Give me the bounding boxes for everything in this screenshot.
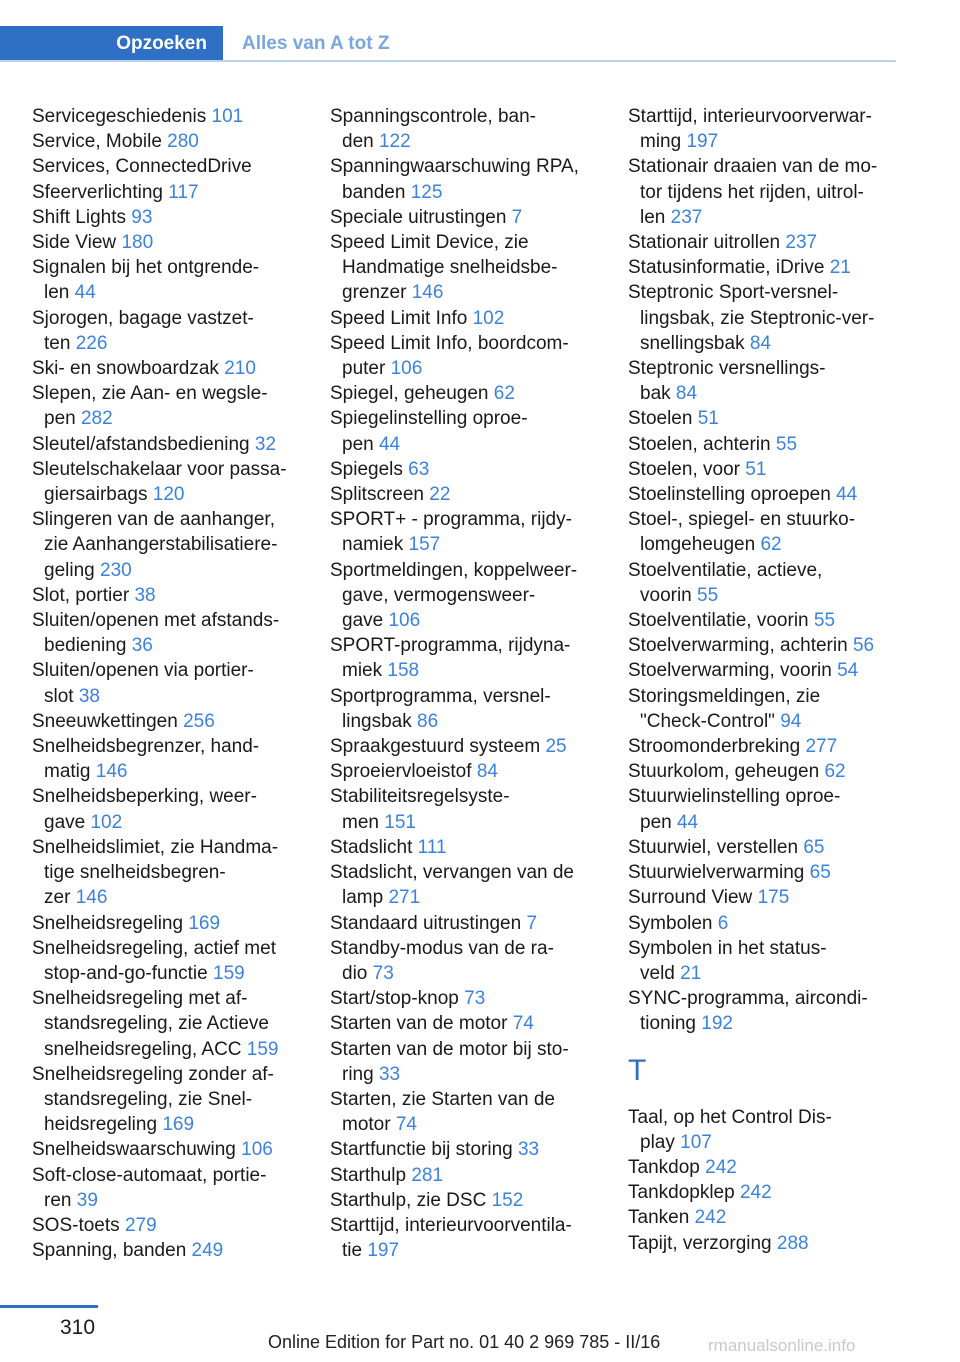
index-entry [628,356,898,406]
entry-term: SYNC-programma, aircondi- tioning [628,988,868,1035]
page-reference-link[interactable]: 106 [390,358,423,380]
page-reference-link[interactable]: 158 [387,660,420,682]
index-entry [32,255,317,305]
page-reference-link[interactable]: 73 [372,962,394,984]
entry-term: SOS-toets [32,1214,120,1236]
index-entry [628,230,898,255]
index-entry [32,381,317,431]
index-entry [628,684,898,734]
entry-term: Surround View [628,887,753,909]
entry-term: Stadslicht [330,836,413,858]
index-entry [32,608,317,658]
entry-term: Starthulp [330,1164,407,1186]
page-reference-link[interactable]: 74 [395,1114,417,1136]
entry-term: Tankdop [628,1156,700,1178]
index-entry [32,709,317,734]
index-entry [330,507,615,557]
index-entry [32,1213,317,1238]
index-entry [628,911,898,936]
entry-term: Snelheidsregeling [32,912,184,934]
index-entry [628,986,898,1036]
page-reference-link[interactable]: 111 [417,836,447,858]
page-reference-link[interactable]: 226 [75,332,108,354]
index-entry [32,104,317,129]
index-entry [330,482,615,507]
entry-term: Startfunctie bij storing [330,1139,513,1161]
page-reference-link[interactable]: 38 [134,584,156,606]
page-reference-link[interactable]: 22 [429,484,451,506]
page-reference-link[interactable]: 151 [384,811,416,833]
index-entry [628,1105,898,1155]
entry-term: Starttijd, interieurvoorventila- tie [330,1214,572,1262]
page-reference-link[interactable]: 288 [776,1232,809,1254]
page-reference-link[interactable]: 84 [675,383,698,405]
entry-term: Sneeuwkettingen [32,710,178,732]
index-entry [32,734,317,784]
index-entry [330,306,615,331]
entry-term: Slepen, zie Aan- en wegsle- pen [32,383,268,430]
index-entry [32,1137,317,1162]
watermark: rmanualsonline.info [708,1336,856,1355]
entry-term: Starten van de motor bij sto- ring [330,1038,569,1085]
index-entry [330,1213,615,1263]
entry-term: Symbolen [628,912,713,934]
page-reference-link[interactable]: 32 [254,433,277,455]
page-reference-link[interactable]: 101 [211,106,244,127]
entry-term: Stoelventilatie, voorin [628,610,809,632]
page-reference-link[interactable]: 44 [378,433,401,455]
entry-term: Spiegelinstelling oproe- pen [330,408,528,455]
entry-term: Sportmeldingen, koppelweer- gave, vermogensweer- gave [330,559,578,632]
index-entry [628,432,898,457]
index-entry [628,784,898,834]
entry-term: Symbolen in het status- veld [628,937,827,984]
index-entry [330,1037,615,1087]
page-reference-link[interactable]: 146 [411,282,444,304]
entry-term: Snelheidsregeling zonder af- standsregeling, zie Snel- heidsregeling [32,1063,274,1136]
page-reference-link[interactable]: 279 [124,1214,157,1236]
page-reference-link[interactable]: 39 [76,1189,98,1211]
index-entry [330,684,615,734]
index-entry [32,306,317,356]
index-entry [330,331,615,381]
index-entry [32,230,317,255]
index-entry [32,658,317,708]
page-reference-link[interactable]: 197 [367,1240,400,1262]
entry-term: Spanning, banden [32,1240,187,1262]
index-entry [330,154,615,204]
page-reference-link[interactable]: 56 [852,635,875,657]
entry-term: Services, ConnectedDrive [32,156,252,178]
entry-term: Side View [32,232,117,254]
entry-term: Sluiten/openen via portier- slot [32,660,254,707]
entry-term: Stationair uitrollen [628,232,781,254]
entry-term: Snelheidsbegrenzer, hand- matig [32,736,260,783]
page-reference-link[interactable]: 237 [670,206,703,228]
entry-term: Tapijt, verzorging [628,1232,772,1254]
page-reference-link[interactable]: 63 [408,458,430,480]
entry-term: Starttijd, interieurvoorverwar- ming [628,106,872,153]
index-entry [330,1011,615,1036]
index-entry [330,205,615,230]
page-reference-link[interactable]: 73 [464,988,486,1010]
page-reference-link[interactable]: 84 [476,761,498,783]
page-reference-link[interactable]: 230 [100,559,132,581]
index-entry [628,1205,898,1230]
entry-term: Stroomonderbreking [628,736,801,758]
page-reference-link[interactable]: 25 [545,736,567,758]
entry-term: Sfeerverlichting [32,181,163,203]
index-entry [32,986,317,1062]
index-entry [628,608,898,633]
index-entry [32,180,317,205]
page-reference-link[interactable]: 51 [745,458,767,480]
page-reference-link[interactable]: 62 [493,383,515,405]
index-entry [330,633,615,683]
entry-term: Sluiten/openen met afstands- bediening [32,610,280,657]
entry-term: Statusinformatie, iDrive [628,257,825,279]
entry-term: Stuurkolom, geheugen [628,761,820,783]
index-entry [628,860,898,885]
index-entry [32,911,317,936]
index-entry [32,432,317,457]
index-entry [32,1238,317,1263]
page-reference-link[interactable]: 159 [246,1038,279,1060]
index-entry [32,154,317,179]
entry-term: Snelheidswaarschuwing [32,1139,236,1161]
page-number: 310 [60,1316,96,1339]
entry-term: Splitscreen [330,484,424,506]
index-entry [330,558,615,634]
index-entry [330,911,615,936]
page-reference-link[interactable]: 33 [378,1063,401,1085]
entry-term: Snelheidsbeperking, weer- gave [32,786,257,833]
index-entry [330,784,615,834]
entry-term: Speed Limit Info, boordcom- puter [330,332,569,380]
entry-term: Sportprogramma, versnel- lingsbak [330,685,551,732]
page-reference-link[interactable]: 102 [90,811,123,833]
page-reference-link[interactable]: 65 [803,836,825,858]
page-reference-link[interactable]: 21 [680,962,702,984]
page-reference-link[interactable]: 106 [241,1139,273,1161]
entry-term: Tanken [628,1207,690,1229]
page-reference-link[interactable]: 44 [74,282,96,304]
page-reference-link[interactable]: 175 [757,887,790,909]
index-entry [32,583,317,608]
page-reference-link[interactable]: 117 [168,181,199,203]
page-reference-link[interactable]: 7 [526,912,538,934]
index-entry [628,104,898,154]
entry-term: Stoelen [628,408,693,430]
entry-term: SPORT+ - programma, rijdy- namiek [330,509,572,556]
page-reference-link[interactable]: 6 [717,912,729,934]
entry-term: Storingsmeldingen, zie "Check-Control" [628,685,821,732]
entry-term: Starten van de motor [330,1013,508,1035]
page-reference-link[interactable]: 169 [162,1114,195,1136]
entry-term: Snelheidsregeling met af- standsregeling, zie Actieve snelheidsregeling, ACC [32,988,269,1060]
index-entry [330,104,615,154]
page-reference-link[interactable]: 237 [785,232,818,254]
page-reference-link[interactable]: 242 [694,1207,727,1229]
index-entry [628,1155,898,1180]
index-entry [330,406,615,456]
page-reference-link[interactable]: 152 [491,1189,524,1211]
page-reference-link[interactable]: 122 [378,131,411,153]
index-entry [330,734,615,759]
page-reference-link[interactable]: 242 [705,1156,737,1178]
index-entry [32,457,317,507]
footer-rule [0,1305,98,1308]
tab-alles-van-a-tot-z[interactable]: Alles van A tot Z [242,32,390,54]
page-reference-link[interactable]: 280 [167,131,199,153]
index-entry [628,507,898,557]
entry-term: Spanningscontrole, ban- den [330,106,536,153]
page-reference-link[interactable]: 55 [775,433,798,455]
entry-term: Stoelen, voor [628,458,740,480]
page-reference-link[interactable]: 38 [78,685,100,707]
entry-term: Sproeiervloeistof [330,761,472,783]
index-entry [32,356,317,381]
entry-term: Shift Lights [32,206,126,228]
entry-term: Speed Limit Info [330,307,468,329]
index-entry [32,835,317,911]
page-reference-link[interactable]: 277 [805,736,838,758]
index-entry [330,986,615,1011]
index-entry [628,1180,898,1205]
page-reference-link[interactable]: 210 [224,358,256,380]
index-entry [32,1163,317,1213]
page-reference-link[interactable]: 159 [213,962,245,984]
index-entry [628,406,898,431]
entry-term: Slot, portier [32,584,130,606]
page-reference-link[interactable]: 197 [686,131,719,153]
page-reference-link[interactable]: 33 [517,1139,540,1161]
entry-term: Standby-modus van de ra- dio [330,937,554,984]
index-entry [628,457,898,482]
page-reference-link[interactable]: 192 [701,1013,733,1035]
index-entry [330,860,615,910]
entry-term: Stuurwiel, verstellen [628,836,799,858]
entry-term: Spiegels [330,458,403,480]
index-entry [628,885,898,910]
index-entry [32,205,317,230]
page-reference-link[interactable]: 51 [697,408,719,430]
entry-term: Stadslicht, vervangen van de lamp [330,862,574,909]
entry-term: Servicegeschiedenis [32,106,207,127]
entry-term: Starten, zie Starten van de motor [330,1088,555,1136]
entry-term: Ski- en snowboardzak [32,358,219,380]
index-entry [330,1163,615,1188]
index-entry [628,835,898,860]
index-entry [32,129,317,154]
index-entry [628,558,898,608]
page-reference-link[interactable]: 146 [95,761,128,783]
page-reference-link[interactable]: 55 [697,584,719,606]
page-reference-link[interactable]: 94 [780,710,802,732]
entry-term: Stoelen, achterin [628,433,771,455]
page-reference-link[interactable]: 242 [739,1182,772,1204]
index-entry [628,482,898,507]
page-reference-link[interactable]: 84 [749,332,771,354]
entry-term: Sleutelschakelaar voor passa- giersairbags [32,458,287,506]
entry-term: Stationair draaien van de mo- tor tijdens het rijden, uitrol- len [628,156,878,228]
page-reference-link[interactable]: 102 [472,307,505,329]
entry-term: Stoelinstelling oproepen [628,484,831,506]
index-entry [32,1062,317,1138]
page-reference-link[interactable]: 282 [80,408,113,430]
entry-term: Stoelventilatie, actieve, voorin [628,559,823,606]
index-entry [628,936,898,986]
page-reference-link[interactable]: 44 [676,811,699,833]
index-entry [628,1231,898,1256]
index-entry [330,936,615,986]
page-reference-link[interactable]: 55 [813,610,836,632]
page-reference-link[interactable]: 256 [183,710,215,732]
page-reference-link[interactable]: 86 [417,710,439,732]
entry-term: Steptronic Sport-versnel- lingsbak, zie Steptronic-ver- snellingsbak [628,282,875,354]
page-reference-link[interactable]: 44 [836,484,858,506]
entry-term: Tankdopklep [628,1182,735,1204]
entry-term: Start/stop-knop [330,988,459,1010]
page-reference-link[interactable]: 54 [837,660,859,682]
page-reference-link[interactable]: 146 [75,887,108,909]
page-reference-link[interactable]: 21 [829,257,851,279]
index-entry [628,280,898,356]
index-column-2 [330,104,615,1263]
page-reference-link[interactable]: 74 [512,1013,534,1035]
entry-term: Snelheidsregeling, actief met stop-and-go-functie [32,937,276,984]
entry-term: Steptronic versnellings- bak [628,358,826,405]
entry-term: Spiegel, geheugen [330,383,489,405]
index-entry [330,1137,615,1162]
page-reference-link[interactable]: 93 [131,206,153,228]
index-entry [330,1188,615,1213]
index-entry [330,457,615,482]
entry-term: Stuurwielinstelling oproe- pen [628,786,841,833]
edition-note: Online Edition for Part no. 01 40 2 969 785 - II/16 [268,1332,661,1352]
index-entry [628,633,898,658]
entry-term: Stuurwielverwarming [628,862,805,884]
entry-term: Spraakgestuurd systeem [330,736,541,758]
entry-term: Service, Mobile [32,131,162,153]
entry-term: Spanningwaarschuwing RPA, banden [330,156,579,203]
header-divider [0,60,896,62]
entry-term: Sleutel/afstandsbediening [32,433,250,455]
entry-term: Stoelverwarming, achterin [628,635,848,657]
entry-term: Snelheidslimiet, zie Handma- tige snelheidsbegren- zer [32,836,279,909]
page-reference-link[interactable]: 62 [760,534,782,556]
index-entry [628,759,898,784]
page-reference-link[interactable]: 106 [388,610,421,632]
page-reference-link[interactable]: 107 [680,1131,712,1153]
entry-term: SPORT-programma, rijdyna- miek [330,635,571,682]
entry-term: Taal, op het Control Dis- play [628,1106,832,1153]
page-reference-link[interactable]: 7 [511,206,523,228]
index-entry [330,759,615,784]
index-entry [628,154,898,230]
index-entry [330,835,615,860]
entry-term: Speciale uitrustingen [330,206,507,228]
header-tabbar [0,26,896,61]
page-reference-link[interactable]: 169 [188,912,221,934]
index-entry [628,734,898,759]
page-reference-link[interactable]: 36 [131,635,153,657]
index-entry [628,255,898,280]
page-reference-link[interactable]: 281 [411,1164,444,1186]
index-entry [330,381,615,406]
index-entry [628,658,898,683]
tab-opzoeken[interactable]: Opzoeken [0,26,223,61]
entry-term: Soft-close-automaat, portie- ren [32,1164,267,1211]
page-reference-link[interactable]: 120 [152,484,185,506]
page-reference-link[interactable]: 62 [824,761,846,783]
entry-term: Sjorogen, bagage vastzet- ten [32,307,254,354]
page-reference-link[interactable]: 271 [388,887,421,909]
entry-term: Stoel-, spiegel- en stuurko- lomgeheugen [628,509,856,556]
index-entry [32,784,317,834]
page-reference-link[interactable]: 125 [410,181,443,203]
page-reference-link[interactable]: 65 [809,862,831,884]
entry-term: Starthulp, zie DSC [330,1189,487,1211]
index-entry [32,507,317,583]
entry-term: Speed Limit Device, zie Handmatige snelheidsbe- grenzer [330,232,558,304]
entry-term: Signalen bij het ontgrende- len [32,257,260,304]
index-column-1 [32,104,317,1263]
index-column-3 [628,104,898,1256]
entry-term: Slingeren van de aanhanger, zie Aanhangerstabilisatiere- geling [32,509,278,581]
entry-term: Stoelverwarming, voorin [628,660,832,682]
entry-term: Stabiliteitsregelsyste- men [330,786,510,833]
index-entry [330,230,615,306]
page-reference-link[interactable]: 180 [121,232,154,254]
section-letter-t: T [628,1053,647,1087]
index-entry [330,1087,615,1137]
page-reference-link[interactable]: 157 [408,534,441,556]
entry-term: Standaard uitrustingen [330,912,522,934]
index-entry [32,936,317,986]
page-reference-link[interactable]: 249 [191,1240,224,1262]
